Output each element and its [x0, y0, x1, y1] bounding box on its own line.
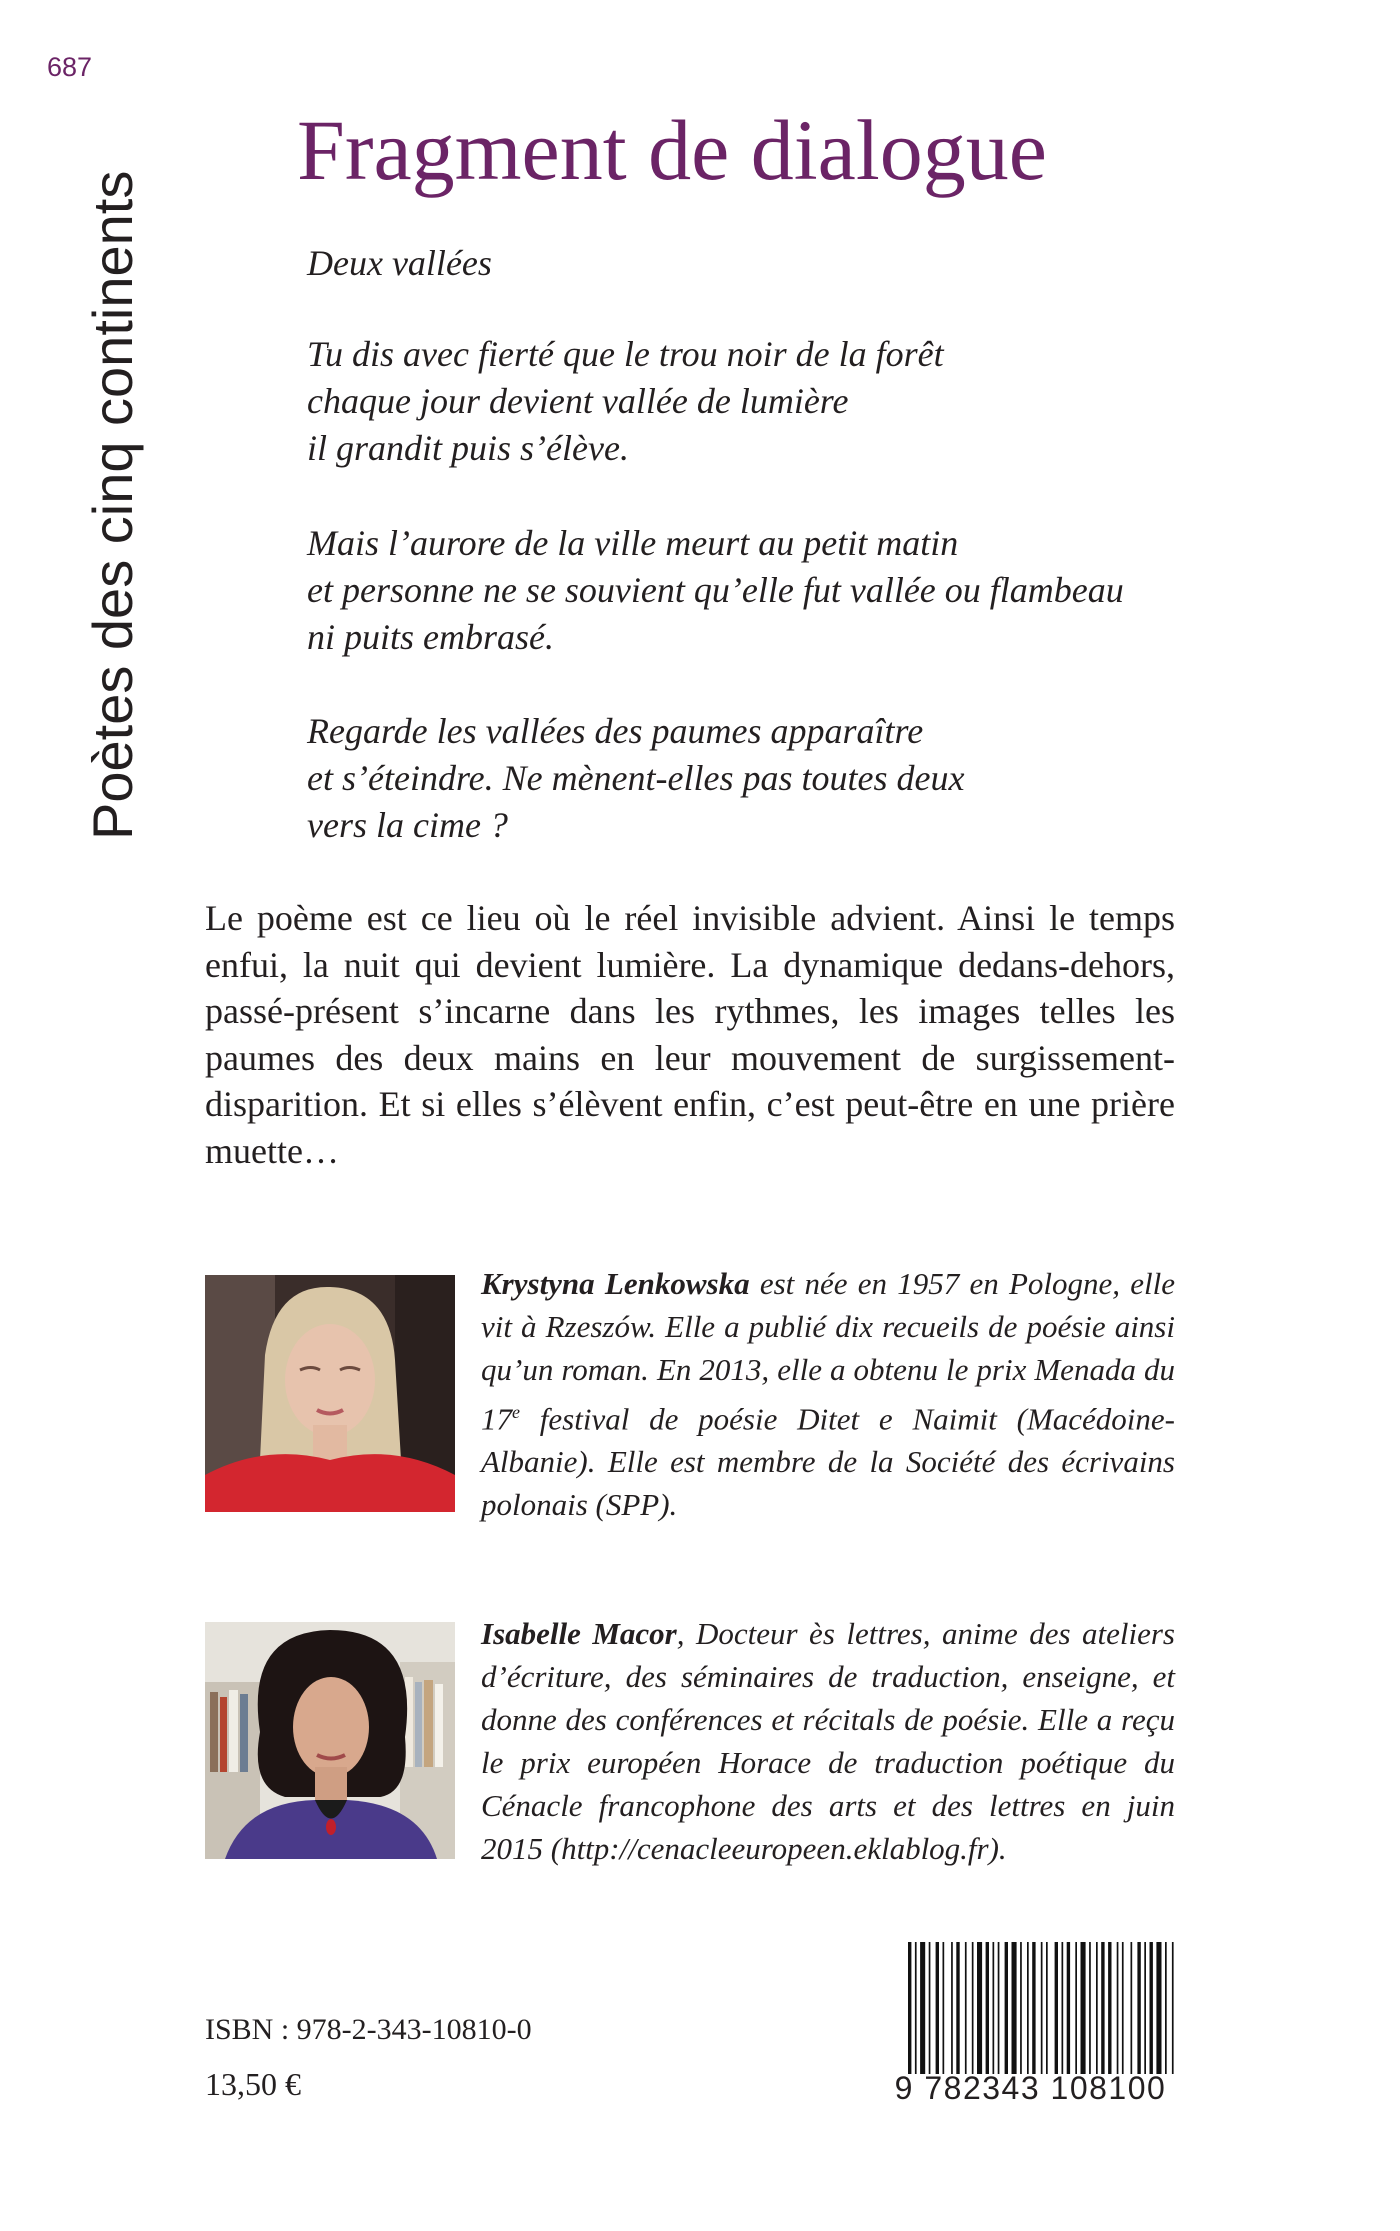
poem-line: ni puits embrasé. — [307, 617, 554, 657]
poem-line: vers la cime ? — [307, 805, 508, 845]
poem-line: Tu dis avec fierté que le trou noir de la forêt — [307, 334, 944, 374]
barcode-bar — [1156, 1942, 1161, 2074]
barcode-bar — [1122, 1942, 1124, 2074]
barcode-bar — [929, 1942, 931, 2074]
barcode-bar — [1144, 1942, 1146, 2074]
barcode-bar — [956, 1942, 959, 2074]
series-number: 687 — [47, 52, 93, 82]
barcode-bar — [1075, 1942, 1077, 2074]
barcode-bar — [1005, 1942, 1008, 2074]
barcode-bar — [1131, 1942, 1133, 2074]
isbn: ISBN : 978-2-343-10810-0 — [205, 2013, 532, 2046]
poem-line: il grandit puis s’élève. — [307, 428, 629, 468]
barcode-bar — [1067, 1942, 1070, 2074]
author-name: Krystyna Lenkowska — [481, 1266, 750, 1301]
poem-line: et s’éteindre. Ne mènent-elles pas toutes deux — [307, 758, 965, 798]
barcode-bar — [1020, 1942, 1022, 2074]
barcode-bar — [1089, 1942, 1091, 2074]
translator-bio-text: , Docteur ès lettres, anime des ateliers d’écriture, des séminaires de traduction, enseigne, et donne des conférences et récitals de poésie. Elle a reçu le prix européen Horace de traduction poétique du Cénacle francophone des arts et des lettres en juin 2015 (http://cenacleeuropeen.eklablog.fr). — [481, 1616, 1175, 1866]
barcode-bar — [965, 1942, 967, 2074]
poem-stanza-1 — [307, 331, 944, 472]
poem-line: Mais l’aurore de la ville meurt au petit matin — [307, 523, 959, 563]
barcode-bar — [1027, 1942, 1029, 2074]
barcode-bar — [1108, 1942, 1111, 2074]
price: 13,50 € — [205, 2066, 301, 2102]
barcode-bar — [936, 1942, 939, 2074]
translator-name: Isabelle Macor — [481, 1616, 677, 1651]
barcode-bar — [972, 1942, 974, 2074]
barcode-bar — [1041, 1942, 1043, 2074]
poem-stanza-3 — [307, 708, 964, 849]
barcode-bar — [1117, 1942, 1119, 2074]
book-summary: Le poème est ce lieu où le réel invisible advient. Ainsi le temps enfui, la nuit qui devient lumière. La dynamique dedans-dehors, passé-présent s’incarne dans les rythmes, les images telles les paumes des deux mains en leur mouvement de surgissement-disparition. Et si elles s’élèvent enfin, c’est peut-être en une prière muette… — [205, 898, 1175, 1171]
barcode-bar — [1032, 1942, 1035, 2074]
barcode-bar — [1062, 1942, 1064, 2074]
poem-line: Regarde les vallées des paumes apparaître — [307, 711, 924, 751]
barcode-bar — [908, 1942, 911, 2074]
barcode-bar — [1096, 1942, 1098, 2074]
series-title: Poètes des cinq continents — [81, 170, 144, 840]
translator-bio — [481, 1612, 1175, 1870]
barcode-bar — [920, 1942, 925, 2074]
poem-line: chaque jour devient vallée de lumière — [307, 381, 849, 421]
author-photo — [205, 1275, 455, 1512]
author-bio-superscript: e — [512, 1402, 520, 1422]
barcode-bar — [986, 1942, 989, 2074]
translator-photo — [205, 1622, 455, 1859]
barcode-bar — [1012, 1942, 1017, 2074]
barcode-bar — [998, 1942, 1000, 2074]
book-title: Fragment de dialogue — [297, 102, 1047, 198]
barcode-bar — [993, 1942, 995, 2074]
barcode-bar — [1172, 1942, 1174, 2074]
poem-stanza-2 — [307, 520, 1124, 661]
poem-title: Deux vallées — [307, 243, 492, 283]
barcode-bar — [1137, 1942, 1140, 2074]
barcode-bar — [1081, 1942, 1086, 2074]
author-bio — [481, 1262, 1175, 1526]
barcode-bar — [943, 1942, 945, 2074]
author-bio-text: est née en 1957 en Pologne, elle vit à Rzeszów. Elle a publié dix recueils de poésie ainsi qu’un roman. En 2013, elle a obtenu le prix Menada du 17 — [481, 1266, 1175, 1437]
barcode-bar — [1101, 1942, 1104, 2074]
barcode-bar — [951, 1942, 953, 2074]
barcode-bar — [1046, 1942, 1048, 2074]
poem-line: et personne ne se souvient qu’elle fut vallée ou flambeau — [307, 570, 1124, 610]
barcode-bar — [915, 1942, 917, 2074]
barcode-digits: 9 782343 108100 — [894, 2070, 1167, 2106]
barcode-bar — [1055, 1942, 1058, 2074]
author-bio-text-end: festival de poésie Ditet e Naimit (Macédoine-Albanie). Elle est membre de la Société des écrivains polonais (SPP). — [481, 1401, 1175, 1523]
barcode-bar — [977, 1942, 982, 2074]
barcode-bar — [1165, 1942, 1167, 2074]
barcode-bar — [1150, 1942, 1153, 2074]
